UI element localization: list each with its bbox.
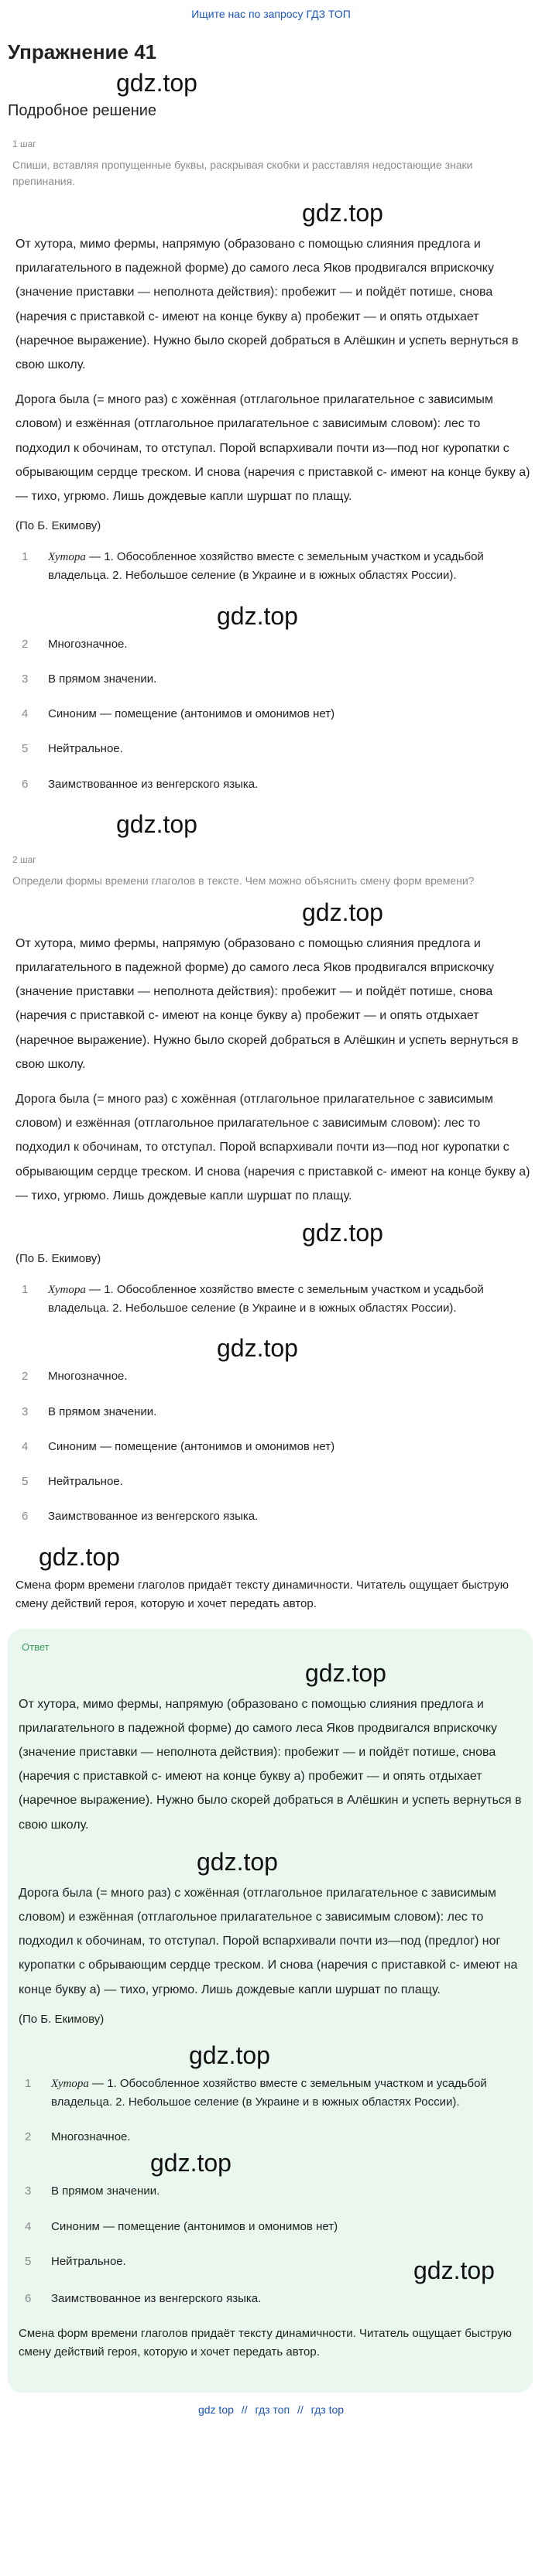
step-2: [0, 843, 542, 1613]
watermark: gdz.top: [217, 601, 298, 630]
text-paragraph: Дорога была (= много раз) с хожённая (отглагольное прилагательное с зависимым словом) и езжённая (отглагольное прилагательное с зависимым словом): лес то подходил к обочинам, то отступал. Порой вспархивали почти из—под ног куропатки с обрывающим сердце треском. И снова (наречия с приставкой с- имеют на конце букву а) — тихо, угрюмо. Лишь дождевые капли шуршат по плащу.: [15, 393, 530, 503]
source-attribution: (По Б. Екимову): [15, 519, 101, 533]
watermark: gdz.top: [116, 809, 197, 838]
note-item: [15, 1281, 534, 1318]
notes-list: [15, 548, 534, 793]
note-text: Многозначное.: [51, 2130, 131, 2144]
watermark: gdz.top: [302, 199, 383, 227]
step-task: Спиши, вставляя пропущенные буквы, раскрывая скобки и расставляя недостающие знаки препинания.: [12, 159, 473, 187]
search-hint-link[interactable]: Ищите нас по запросу ГДЗ ТОП: [191, 8, 351, 20]
note-item: [19, 2218, 522, 2236]
note-text: Заимствованное из венгерского языка.: [51, 2292, 262, 2306]
note-item: [15, 1403, 534, 1421]
note-text: Синоним — помещение (антонимов и омонимов нет): [48, 1439, 335, 1453]
note-text: В прямом значении.: [51, 2184, 160, 2198]
watermark: gdz.top: [413, 2256, 495, 2285]
note-text: Хутора — 1. Обособленное хозяйство вместе с земельным участком и усадьбой владельца. 2. Небольшое селение (в Украине и в южных областях России).: [48, 550, 484, 583]
note-text: Синоним — помещение (антонимов и омонимов нет): [51, 2219, 338, 2233]
text-paragraph: Дорога была (= много раз) с хожённая (отглагольное прилагательное с зависимым словом) и езжённая (отглагольное прилагательное с зависимым словом): лес то подходил к обочинам, то отступал. Порой вспархивали почти из—под (предлог) ног куропатки с обрывающим сердце треском. И снова (наречия с приставкой с- имеют на конце букву а) — тихо, угрюмо. Лишь дождевые капли шуршат по плащу.: [19, 1886, 518, 1996]
note-item: [15, 740, 534, 758]
footer-links: [0, 2393, 542, 2425]
note-item: [15, 1367, 534, 1385]
note-number: 1: [22, 550, 29, 564]
note-item: [19, 2290, 522, 2307]
note-number: 2: [22, 1370, 29, 1384]
note-item: [15, 705, 534, 723]
note-item: [15, 1438, 534, 1456]
watermark: gdz.top: [305, 1658, 386, 1687]
note-number: 6: [22, 1510, 29, 1524]
note-item: [19, 2182, 522, 2200]
summary-text: Смена форм времени глаголов придаёт тексту динамичности. Читатель ощущает быструю смену действий героя, которую и хочет передать автор.: [15, 1578, 509, 1610]
note-number: 6: [22, 777, 29, 791]
summary-text: Смена форм времени глаголов придаёт тексту динамичности. Читатель ощущает быструю смену действий героя, которую и хочет передать автор.: [19, 2327, 512, 2359]
note-number: 1: [25, 2076, 32, 2090]
text-paragraph: От хутора, мимо фермы, напрямую (образовано с помощью слияния предлога и прилагательного в падежной форме) до самого леса Яков продвигался вприскочку (значение приставки — неполнота действия): пробежит — и пойдёт потише, снова (наречия с приставкой с- имеют на конце букву а) пробежит — и опять отдыхает (наречное выражение). Нужно было скорей добраться в Алёшкин и успеть вернуться в свою школу.: [15, 936, 519, 1071]
text-paragraph: От хутора, мимо фермы, напрямую (образовано с помощью слияния предлога и прилагательного в падежной форме) до самого леса Яков продвигался вприскочку (значение приставки — неполнота действия): пробежит — и пойдёт потише, снова (наречия с приставкой с- имеют на конце букву а) пробежит — и опять отдыхает (наречное выражение). Нужно было скорей добраться в Алёшкин и успеть вернуться в свою школу.: [15, 238, 519, 371]
step-label: 2 шаг: [12, 854, 36, 865]
note-number: 3: [22, 672, 29, 686]
watermark: gdz.top: [302, 898, 383, 926]
watermark: gdz.top: [116, 69, 197, 97]
footer-link[interactable]: гдз top: [310, 2403, 345, 2417]
note-text: В прямом значении.: [48, 1404, 157, 1418]
watermark: gdz.top: [150, 2149, 232, 2177]
note-number: 4: [22, 707, 29, 721]
note-number: 6: [25, 2292, 32, 2306]
note-item: [19, 2075, 522, 2112]
notes-list: [15, 1281, 534, 1526]
solution-title: Подробное решение: [8, 102, 157, 119]
answer-label: Ответ: [22, 1640, 50, 1653]
note-text: Нейтральное.: [48, 742, 123, 756]
answer-box: [8, 1629, 533, 2393]
note-item: [15, 1507, 534, 1525]
note-number: 3: [25, 2184, 32, 2198]
watermark: gdz.top: [217, 1334, 298, 1363]
note-number: 2: [22, 637, 29, 651]
note-item: [15, 635, 534, 653]
note-number: 5: [22, 1475, 29, 1489]
watermark: gdz.top: [302, 1218, 383, 1247]
step-task: Определи формы времени глаголов в тексте. Чем можно объяснить смену форм времени?: [12, 874, 475, 887]
note-text: Заимствованное из венгерского языка.: [48, 1510, 259, 1524]
watermark: gdz.top: [39, 1542, 120, 1571]
note-number: 3: [22, 1404, 29, 1418]
note-text: Многозначное.: [48, 1370, 128, 1384]
note-item: [15, 1473, 534, 1490]
note-text: Нейтральное.: [51, 2254, 126, 2268]
note-item: [15, 670, 534, 688]
note-text: Хутора — 1. Обособленное хозяйство вместе с земельным участком и усадьбой владельца. 2. Небольшое селение (в Украине и в южных областях России).: [51, 2076, 487, 2109]
note-number: 4: [22, 1439, 29, 1453]
watermark: gdz.top: [197, 1847, 278, 1876]
note-number: 4: [25, 2219, 32, 2233]
watermark: gdz.top: [189, 2041, 270, 2069]
note-item: [15, 775, 534, 793]
source-attribution: (По Б. Екимову): [15, 1251, 101, 1265]
note-text: Хутора — 1. Обособленное хозяйство вместе с земельным участком и усадьбой владельца. 2. Небольшое селение (в Украине и в южных областях России).: [48, 1282, 484, 1315]
step-label: 1 шаг: [12, 139, 36, 149]
note-text: Заимствованное из венгерского языка.: [48, 777, 259, 791]
source-attribution: (По Б. Екимову): [19, 2012, 105, 2026]
footer-separator: //: [297, 2403, 304, 2417]
note-item: [15, 548, 534, 585]
note-number: 5: [22, 742, 29, 756]
note-number: 5: [25, 2254, 32, 2268]
note-text: Синоним — помещение (антонимов и омонимов нет): [48, 707, 335, 721]
note-text: Нейтральное.: [48, 1475, 123, 1489]
note-number: 1: [22, 1282, 29, 1296]
text-paragraph: Дорога была (= много раз) с хожённая (отглагольное прилагательное с зависимым словом) и езжённая (отглагольное прилагательное с зависимым словом): лес то подходил к обочинам, то отступал. Порой вспархивали почти из—под ног куропатки с обрывающим сердце треском. И снова (наречия с приставкой с- имеют на конце букву а) — тихо, угрюмо. Лишь дождевые капли шуршат по плащу.: [15, 1092, 530, 1202]
page-title: Упражнение 41: [8, 40, 157, 63]
note-item: [19, 2128, 522, 2146]
step-1: [0, 128, 542, 793]
note-number: 2: [25, 2130, 32, 2144]
notes-list: [19, 2075, 522, 2308]
footer-link[interactable]: gdz top: [197, 2403, 234, 2417]
note-text: Многозначное.: [48, 637, 128, 651]
footer-link[interactable]: гдз топ: [255, 2403, 290, 2417]
note-text: В прямом значении.: [48, 672, 157, 686]
text-paragraph: От хутора, мимо фермы, напрямую (образовано с помощью слияния предлога и прилагательного в падежной форме) до самого леса Яков продвигался вприскочку (значение приставки — неполнота действия): пробежит — и пойдёт потише, снова (наречия с приставкой с- имеют на конце букву а) пробежит — и опять отдыхает (наречное выражение). Нужно было скорей добраться в Алёшкин и успеть вернуться в свою школу.: [19, 1697, 522, 1832]
footer-separator: //: [241, 2403, 248, 2417]
